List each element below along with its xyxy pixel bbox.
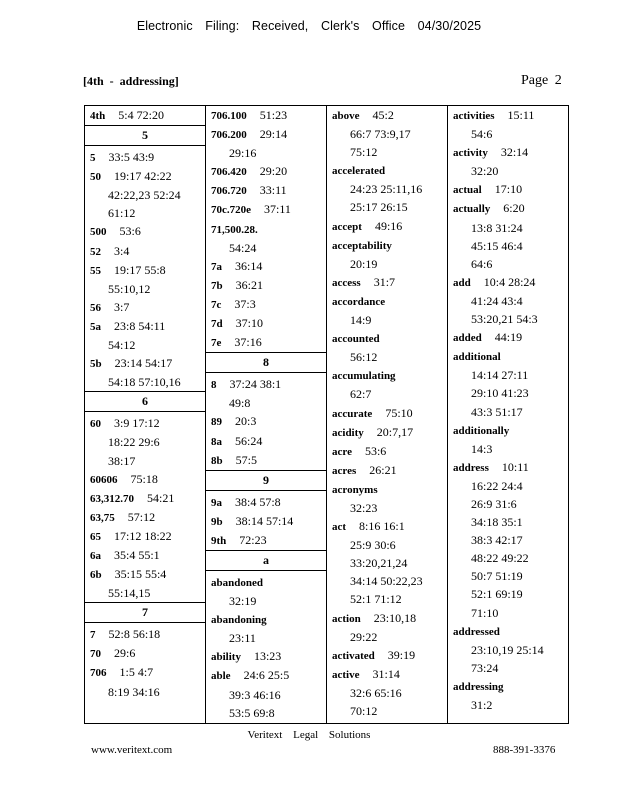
page-line-refs: 52:1 71:12 (350, 592, 402, 607)
page-line-refs: 24:6 25:5 (243, 668, 290, 683)
index-term: additional (453, 351, 501, 364)
page-line-refs: 50:7 51:19 (471, 569, 523, 584)
page-line-refs: 3:4 (114, 243, 130, 258)
index-term: ability (211, 651, 241, 664)
index-column (448, 106, 568, 723)
page-line-refs: 32:19 (229, 594, 257, 609)
page-line-refs: 19:17 42:22 (114, 169, 172, 184)
index-term: addressing (453, 680, 504, 693)
index-term: 65 (90, 530, 101, 543)
index-term: active (332, 668, 360, 681)
page-line-refs: 38:4 57:8 (235, 494, 281, 509)
index-term: 6a (90, 549, 101, 562)
page-line-refs: 3:7 (114, 299, 130, 314)
index-column (85, 106, 206, 723)
index-entry (327, 404, 447, 423)
index-entry (206, 220, 326, 257)
page-line-refs: 31:14 (372, 666, 400, 681)
index-entry (206, 200, 326, 219)
page-line-refs: 53:6 (364, 443, 387, 458)
page-line-refs: 29:14 (259, 127, 288, 142)
section-heading: 6 (85, 391, 205, 412)
page-line-refs: 54:12 (108, 338, 136, 353)
footer-company: Veritext Legal Solutions (247, 729, 371, 741)
index-entry (85, 317, 205, 354)
index-entry (206, 257, 326, 276)
index-term: 706.100 (211, 110, 247, 122)
page-line-refs: 53:20,21 54:3 (471, 312, 538, 327)
page-line-refs: 49:8 (229, 396, 251, 411)
index-term: accelerated (332, 165, 386, 178)
page-line-refs: 19:17 55:8 (114, 262, 166, 277)
page-line-refs: 32:23 (350, 500, 378, 515)
index-term: acres (332, 464, 357, 477)
page-line-refs: 29:22 (350, 629, 378, 644)
page-line-refs: 54:18 57:10,16 (108, 375, 181, 390)
page-line-refs: 29:16 (229, 146, 257, 161)
index-entry (85, 489, 205, 508)
footer-phone: 888-391-3376 (493, 744, 556, 756)
index-entry (327, 423, 447, 442)
index-term: activity (453, 147, 488, 160)
page-number: Page 2 (521, 73, 562, 88)
index-column (206, 106, 327, 723)
page-line-refs: 55:10,12 (108, 281, 151, 296)
page-line-refs: 48:22 49:22 (471, 551, 529, 566)
page-line-refs: 32:14 (500, 145, 529, 160)
index-entry (206, 432, 326, 451)
index-term: add (453, 276, 471, 289)
index-entry (206, 162, 326, 181)
index-term: 9a (211, 496, 222, 509)
page-line-refs: 73:24 (471, 660, 499, 675)
page-line-refs: 15:11 (507, 108, 535, 122)
index-entry (327, 461, 447, 480)
page-line-refs: 37:16 (234, 335, 262, 350)
index-entry (448, 143, 568, 180)
page-line-refs: 17:12 18:22 (114, 528, 172, 543)
index-term: access (332, 276, 361, 289)
index-entry (85, 546, 205, 565)
index-entry (206, 512, 326, 531)
section-heading: 7 (85, 602, 205, 623)
index-entry (206, 106, 326, 125)
index-term: acronyms (332, 483, 378, 496)
page-line-refs: 23:14 54:17 (114, 356, 173, 371)
index-entry (327, 480, 447, 517)
page-line-refs: 8:19 34:16 (108, 684, 160, 699)
page-line-refs: 54:24 (229, 240, 257, 255)
page-line-refs: 56:12 (350, 350, 378, 365)
section-heading: 8 (206, 352, 326, 373)
page-line-refs: 45:2 (372, 108, 394, 122)
index-entry (327, 366, 447, 403)
page-line-refs: 52:8 56:18 (108, 627, 161, 642)
index-entry (206, 276, 326, 295)
page-line-refs: 13:23 (253, 649, 282, 664)
page-line-refs: 52:1 69:19 (471, 587, 523, 602)
index-term: acidity (332, 426, 364, 439)
index-term: activities (453, 110, 495, 122)
footer-website: www.veritext.com (91, 744, 173, 756)
page-line-refs: 37:3 (234, 296, 256, 311)
word-index-grid (84, 105, 569, 724)
page-line-refs: 37:24 38:1 (229, 377, 282, 392)
index-term: 7d (211, 318, 223, 331)
index-term: 706.200 (211, 129, 247, 142)
page-line-refs: 25:9 30:6 (350, 538, 396, 553)
index-term: additionally (453, 424, 510, 437)
page-line-refs: 32:20 (471, 164, 499, 179)
page-line-refs: 75:12 (350, 145, 378, 160)
page-line-refs: 72:23 (239, 532, 267, 547)
index-entry (85, 470, 205, 489)
index-entry (206, 314, 326, 333)
index-entry (206, 125, 326, 162)
index-entry (206, 666, 326, 721)
index-term: 71,500.28. (211, 223, 258, 236)
page-line-refs: 57:12 (127, 509, 156, 524)
index-term: 8a (211, 435, 222, 448)
index-term: 50 (90, 171, 101, 184)
page-line-refs: 41:24 43:4 (471, 293, 523, 308)
index-term: 7e (211, 337, 222, 350)
page-line-refs: 54:21 (147, 490, 175, 505)
page-line-refs: 36:21 (235, 277, 263, 292)
page-line-refs: 20:19 (350, 256, 378, 271)
page-line-refs: 31:2 (471, 698, 493, 712)
index-term: accept (332, 220, 362, 233)
index-entry (327, 236, 447, 273)
index-term: 6b (90, 569, 102, 582)
index-term: addressed (453, 625, 500, 638)
index-entry (206, 610, 326, 647)
index-term: 55 (90, 264, 101, 277)
index-entry (448, 622, 568, 677)
index-entry (327, 292, 447, 329)
index-entry (448, 328, 568, 347)
index-entry (85, 106, 205, 125)
index-term: 4th (90, 110, 106, 122)
index-entry (448, 458, 568, 622)
page-line-refs: 38:14 57:14 (235, 513, 294, 528)
section-heading: 5 (85, 125, 205, 146)
index-entry (85, 663, 205, 700)
page-line-refs: 33:11 (259, 183, 287, 198)
page-line-refs: 37:10 (235, 316, 263, 331)
index-entry (327, 273, 447, 292)
page-line-refs: 5:4 72:20 (118, 108, 164, 122)
index-term: abandoned (211, 576, 263, 589)
page-line-refs: 16:22 24:4 (471, 478, 523, 493)
page-line-refs: 64:6 (471, 256, 493, 271)
page-line-refs: 24:23 25:11,16 (350, 182, 423, 197)
page-line-refs: 1:5 4:7 (119, 665, 154, 680)
index-term: 56 (90, 301, 101, 314)
page-line-refs: 8:16 16:1 (359, 519, 405, 534)
index-term: 7c (211, 298, 222, 311)
page-line-refs: 53:6 (119, 224, 141, 239)
section-heading: a (206, 550, 326, 571)
section-heading: 9 (206, 470, 326, 491)
page-line-refs: 35:4 55:1 (114, 547, 160, 562)
index-entry (327, 161, 447, 216)
index-entry (327, 665, 447, 720)
index-entry (85, 354, 205, 391)
page-line-refs: 45:15 46:4 (471, 238, 523, 253)
index-term: accumulating (332, 370, 396, 383)
page-line-refs: 25:17 26:15 (350, 200, 408, 215)
index-term: 706 (90, 667, 107, 680)
page-line-refs: 62:7 (350, 387, 372, 402)
index-term: 9b (211, 515, 223, 528)
index-entry (327, 329, 447, 366)
index-entry (206, 412, 326, 431)
index-term: above (332, 110, 360, 122)
index-term: act (332, 521, 347, 534)
index-entry (448, 106, 568, 143)
page-line-refs: 55:14,15 (108, 586, 151, 601)
index-entry (206, 451, 326, 470)
index-entry (327, 442, 447, 461)
page-line-refs: 36:14 (235, 258, 263, 273)
page-line-refs: 49:16 (374, 218, 403, 233)
index-term: actual (453, 184, 482, 197)
page-line-refs: 70:12 (350, 704, 378, 718)
index-entry (448, 273, 568, 328)
page-line-refs: 29:6 (114, 646, 136, 661)
page-line-refs: 34:14 50:22,23 (350, 574, 423, 589)
page-line-refs: 13:8 31:24 (471, 220, 523, 235)
index-term: 9th (211, 534, 227, 547)
page-line-refs: 75:18 (130, 471, 158, 486)
page-line-refs: 37:11 (264, 202, 291, 217)
index-entry (327, 517, 447, 608)
page-line-refs: 20:7,17 (376, 424, 414, 439)
page-line-refs: 26:9 31:6 (471, 496, 517, 511)
page-line-refs: 51:23 (259, 108, 288, 122)
page-line-refs: 20:3 (235, 414, 257, 429)
index-entry (85, 508, 205, 527)
index-entry (85, 527, 205, 546)
index-entry (448, 421, 568, 458)
index-term: address (453, 461, 489, 474)
index-entry (85, 222, 205, 241)
index-term: action (332, 612, 361, 625)
page-line-refs: 43:3 51:17 (471, 404, 523, 419)
page-line-refs: 29:20 (259, 164, 288, 179)
index-entry (206, 295, 326, 314)
index-entry (206, 647, 326, 666)
index-entry (206, 375, 326, 412)
page-line-refs: 42:22,23 52:24 (108, 188, 181, 203)
index-entry (206, 493, 326, 512)
page-line-refs: 61:12 (108, 206, 136, 221)
index-range: [4th - addressing] (83, 74, 179, 88)
page-line-refs: 23:10,18 (373, 610, 417, 625)
index-entry (85, 565, 205, 602)
index-entry (85, 167, 205, 222)
index-entry (327, 609, 447, 646)
index-term: 8 (211, 379, 217, 392)
index-term: acre (332, 445, 352, 458)
page-line-refs: 75:10 (385, 405, 413, 420)
page-line-refs: 23:8 54:11 (114, 318, 166, 333)
page-line-refs: 38:17 (108, 453, 136, 468)
page-line-refs: 71:10 (471, 605, 499, 620)
index-entry (448, 677, 568, 714)
page-line-refs: 10:4 28:24 (483, 274, 536, 289)
index-entry (327, 217, 447, 236)
index-term: 7 (90, 629, 96, 642)
page-line-refs: 56:24 (235, 433, 263, 448)
index-term: 60 (90, 418, 101, 431)
index-entry (448, 347, 568, 420)
index-entry (206, 531, 326, 550)
index-entry (206, 333, 326, 352)
index-entry (206, 573, 326, 610)
index-entry (448, 180, 568, 199)
index-term: accurate (332, 407, 373, 420)
page-line-refs: 18:22 29:6 (108, 435, 160, 450)
page-line-refs: 53:5 69:8 (229, 705, 275, 720)
page-line-refs: 39:19 (387, 647, 416, 662)
page-line-refs: 44:19 (494, 330, 523, 345)
index-term: 706.720 (211, 185, 247, 198)
page-line-refs: 32:6 65:16 (350, 685, 402, 700)
page-line-refs: 35:15 55:4 (114, 567, 167, 582)
index-entry (85, 242, 205, 261)
index-term: 706.420 (211, 166, 247, 179)
index-entry (327, 646, 447, 665)
index-term: 63,75 (90, 511, 115, 524)
index-term: 70c.720e (211, 204, 252, 217)
page-line-refs: 14:9 (350, 313, 372, 328)
index-term: 5a (90, 320, 101, 333)
page-line-refs: 23:11 (229, 631, 256, 646)
index-entry (448, 199, 568, 272)
index-term: 5b (90, 358, 102, 371)
index-term: accordance (332, 295, 386, 308)
page-line-refs: 23:10,19 25:14 (471, 642, 544, 657)
page-line-refs: 14:14 27:11 (471, 368, 529, 383)
index-entry (85, 414, 205, 469)
index-term: 63,312.70 (90, 492, 134, 505)
index-entry (85, 644, 205, 663)
page-line-refs: 10:11 (501, 459, 529, 474)
page-line-refs: 17:10 (494, 182, 523, 197)
page-line-refs: 34:18 35:1 (471, 515, 523, 530)
index-term: 5 (90, 152, 96, 165)
page-line-refs: 29:10 41:23 (471, 386, 529, 401)
page-line-refs: 66:7 73:9,17 (350, 127, 411, 142)
page-line-refs: 39:3 46:16 (229, 687, 281, 702)
index-entry (85, 148, 205, 167)
page-line-refs: 38:3 42:17 (471, 533, 523, 548)
index-entry (85, 625, 205, 644)
index-term: 89 (211, 416, 222, 429)
index-term: 500 (90, 226, 107, 239)
page-line-refs: 26:21 (369, 462, 397, 477)
index-term: 52 (90, 245, 101, 258)
index-term: able (211, 670, 231, 683)
index-term: activated (332, 649, 375, 662)
page-line-refs: 33:5 43:9 (108, 150, 155, 165)
index-term: abandoning (211, 614, 267, 627)
page-line-refs: 57:5 (235, 452, 257, 467)
index-term: 7b (211, 279, 223, 292)
index-entry (85, 261, 205, 298)
index-entry (85, 298, 205, 317)
page-line-refs: 6:20 (503, 201, 525, 216)
index-term: accounted (332, 333, 380, 346)
page-line-refs: 14:3 (471, 441, 493, 456)
page-line-refs: 31:7 (373, 274, 396, 289)
index-term: added (453, 332, 482, 345)
index-term: actually (453, 203, 491, 216)
index-entry (206, 181, 326, 200)
filing-stamp: Electronic Filing: Received, Clerk's Office 04/30/2025 (136, 19, 482, 33)
index-term: 7a (211, 260, 222, 273)
index-entry (327, 106, 447, 161)
index-term: 8b (211, 454, 223, 467)
index-column (327, 106, 448, 723)
index-term: 70 (90, 648, 101, 661)
index-term: 60606 (90, 473, 118, 486)
page-line-refs: 3:9 17:12 (114, 416, 160, 431)
index-term: acceptability (332, 239, 392, 252)
page-line-refs: 33:20,21,24 (350, 556, 408, 571)
page-line-refs: 54:6 (471, 127, 493, 142)
